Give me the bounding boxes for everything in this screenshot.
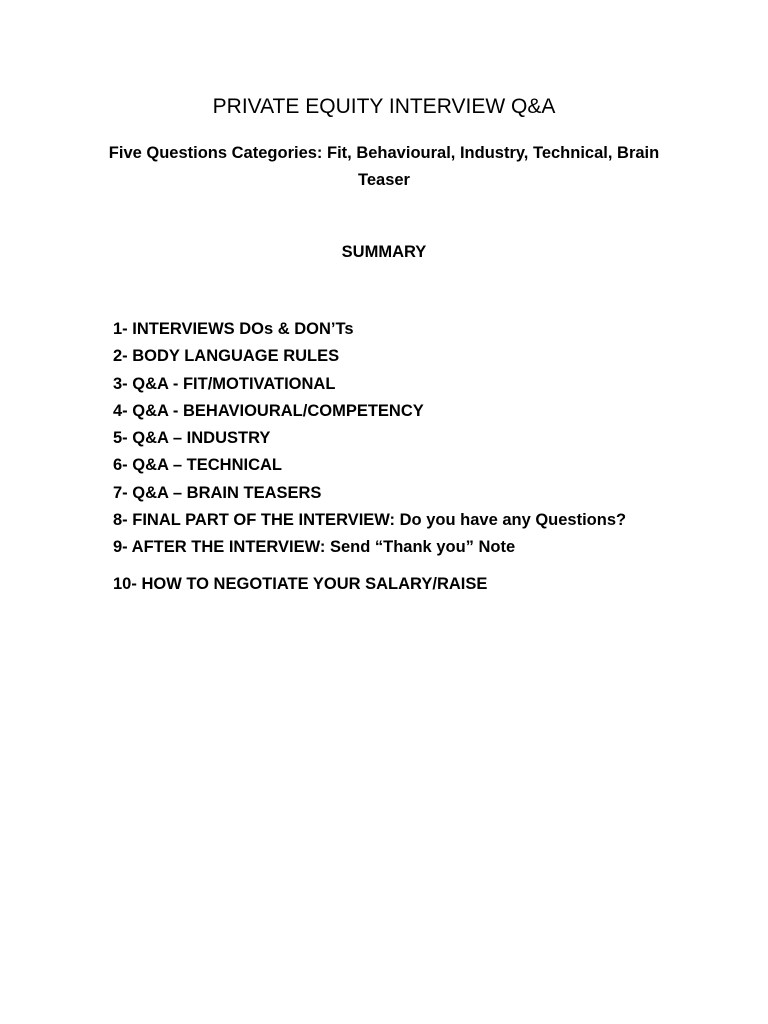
summary-item-number: 3- [113,374,128,393]
summary-item [113,343,733,370]
summary-item-text: AFTER THE INTERVIEW: Send “Thank you” Note [131,538,516,557]
summary-item-text: INTERVIEWS DOs & DON’Ts [132,320,354,338]
summary-item [113,371,733,398]
summary-item-number: 10- [113,574,137,593]
summary-item-number: 8- [113,511,128,530]
summary-item-number: 2- [113,347,128,366]
summary-item-number: 7- [113,483,128,502]
summary-heading: SUMMARY [341,243,427,261]
summary-item-number: 5- [113,429,128,448]
summary-item-text: Q&A – TECHNICAL [132,456,282,475]
summary-item-number: 9- [113,538,128,557]
summary-item-text: HOW TO NEGOTIATE YOUR SALARY/RAISE [141,574,488,593]
summary-item [113,316,733,343]
summary-item-number: 4- [113,401,128,420]
summary-item-text: FINAL PART OF THE INTERVIEW: Do you have any Questions? [132,511,627,530]
summary-item-number: 6- [113,456,128,475]
summary-item-text: Q&A – INDUSTRY [132,429,271,448]
summary-item-number: 1- [113,320,128,338]
summary-item [113,571,733,598]
summary-list [113,316,733,598]
summary-item-text: Q&A - FIT/MOTIVATIONAL [132,374,336,393]
document-title: PRIVATE EQUITY INTERVIEW Q&A [212,95,556,118]
document-subtitle: Five Questions Categories: Fit, Behavioural, Industry, Technical, Brain Teaser [108,144,660,189]
summary-item [113,534,733,561]
summary-item-text: Q&A – BRAIN TEASERS [132,483,322,502]
summary-item [113,425,733,452]
summary-item [113,480,733,507]
summary-item [113,452,733,479]
summary-item-text: BODY LANGUAGE RULES [132,347,340,366]
summary-item [113,398,733,425]
summary-item-text: Q&A - BEHAVIOURAL/COMPETENCY [132,401,424,420]
summary-item [113,507,733,534]
